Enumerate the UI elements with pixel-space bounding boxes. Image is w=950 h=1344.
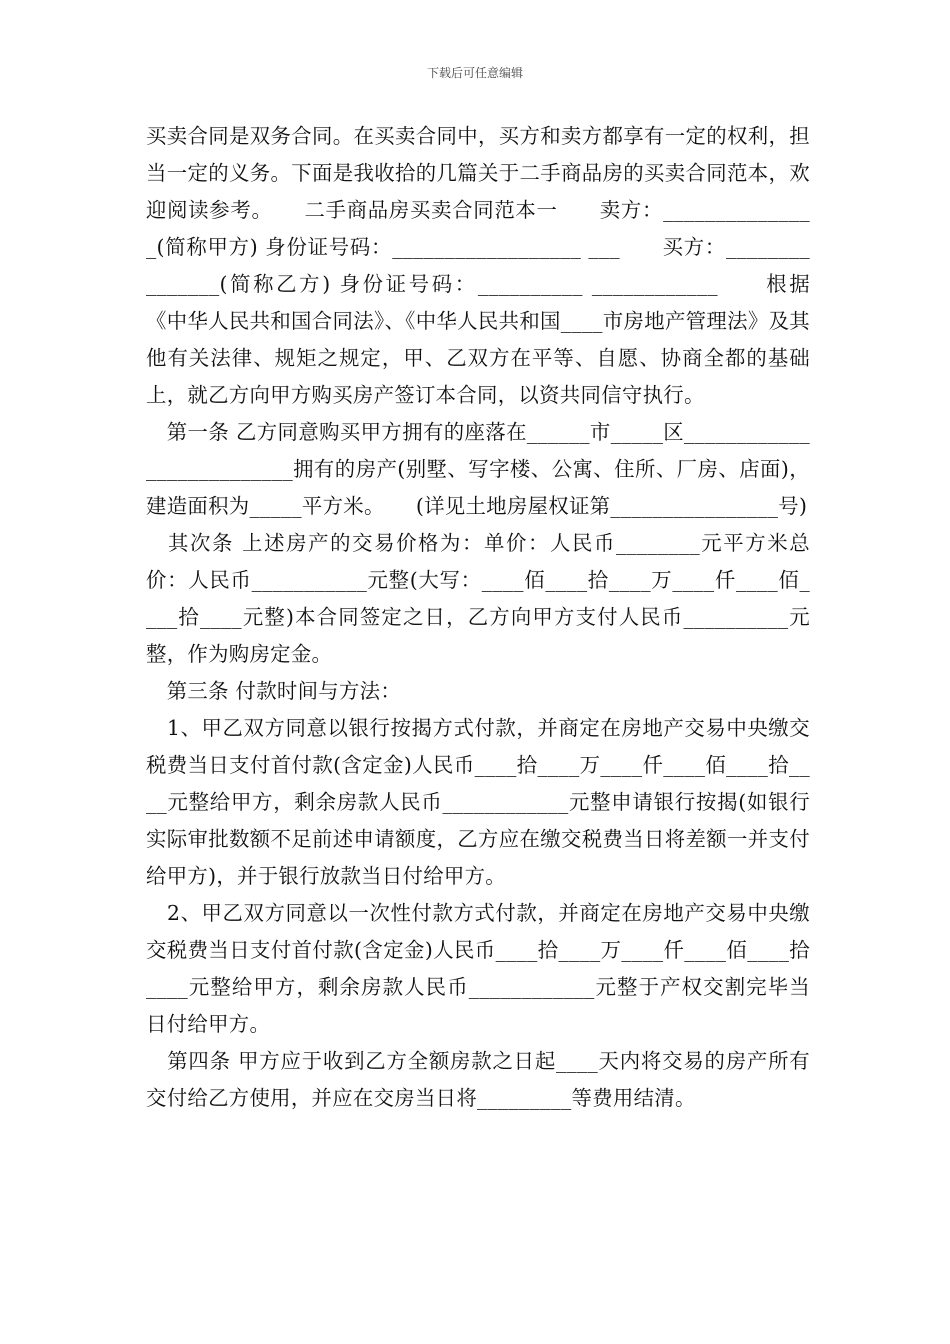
document-body (146, 118, 810, 1117)
article-3-clause-2: 2、甲乙双方同意以一次性付款方式付款，并商定在房地产交易中央缴交税费当日支付首付款(含定金)人民币____拾____万____仟____佰____拾____元整给甲方，剩余房款人民币____________元整于产权交割完毕当日付给甲方。 (146, 901, 810, 1036)
article-2-paragraph: 其次条 上述房产的交易价格为：单价：人民币________元平方米总价：人民币___________元整(大写：____佰____拾____万____仟____佰____拾____元整)本合同签定之日，乙方向甲方支付人民币__________元整，作为购房定金。 (146, 531, 810, 666)
article-1-paragraph: 第一条 乙方同意购买甲方拥有的座落在______市_____区__________________________拥有的房产(别墅、写字楼、公寓、住所、厂房、店面)，建造面积为_____平方米。 (详见土地房屋权证第________________号) (146, 420, 810, 518)
article-4-paragraph: 第四条 甲方应于收到乙方全额房款之日起____天内将交易的房产所有交付给乙方使用，并应在交房当日将_________等费用结清。 (146, 1049, 810, 1110)
article-3-clause-1: 1、甲乙双方同意以银行按揭方式付款，并商定在房地产交易中央缴交税费当日支付首付款(含定金)人民币____拾____万____仟____佰____拾____元整给甲方，剩余房款人民币____________元整申请银行按揭(如银行实际审批数额不足前述申请额度，乙方应在缴交税费当日将差额一并支付给甲方)，并于银行放款当日付给甲方。 (146, 716, 810, 888)
article-3-heading: 第三条 付款时间与方法： (146, 679, 402, 703)
page-header-note: 下载后可任意编辑 (426, 66, 523, 80)
intro-paragraph: 买卖合同是双务合同。在买卖合同中，买方和卖方都享有一定的权利，担当一定的义务。下面是我收拾的几篇关于二手商品房的买卖合同范本，欢迎阅读参考。 二手商品房买卖合同范本一 卖方：_______________(简称甲方) 身份证号码：__________________ ___ 买方：_______________(简称乙方) 身份证号码：__________ ____________ 根据《中华人民共和国合同法》、《中华人民共和国____市房地产管理法》及其他有关法律、规矩之规定，甲、乙双方在平等、自愿、协商全都的基础上，就乙方向甲方购买房产签订本合同，以资共同信守执行。 (146, 124, 810, 407)
